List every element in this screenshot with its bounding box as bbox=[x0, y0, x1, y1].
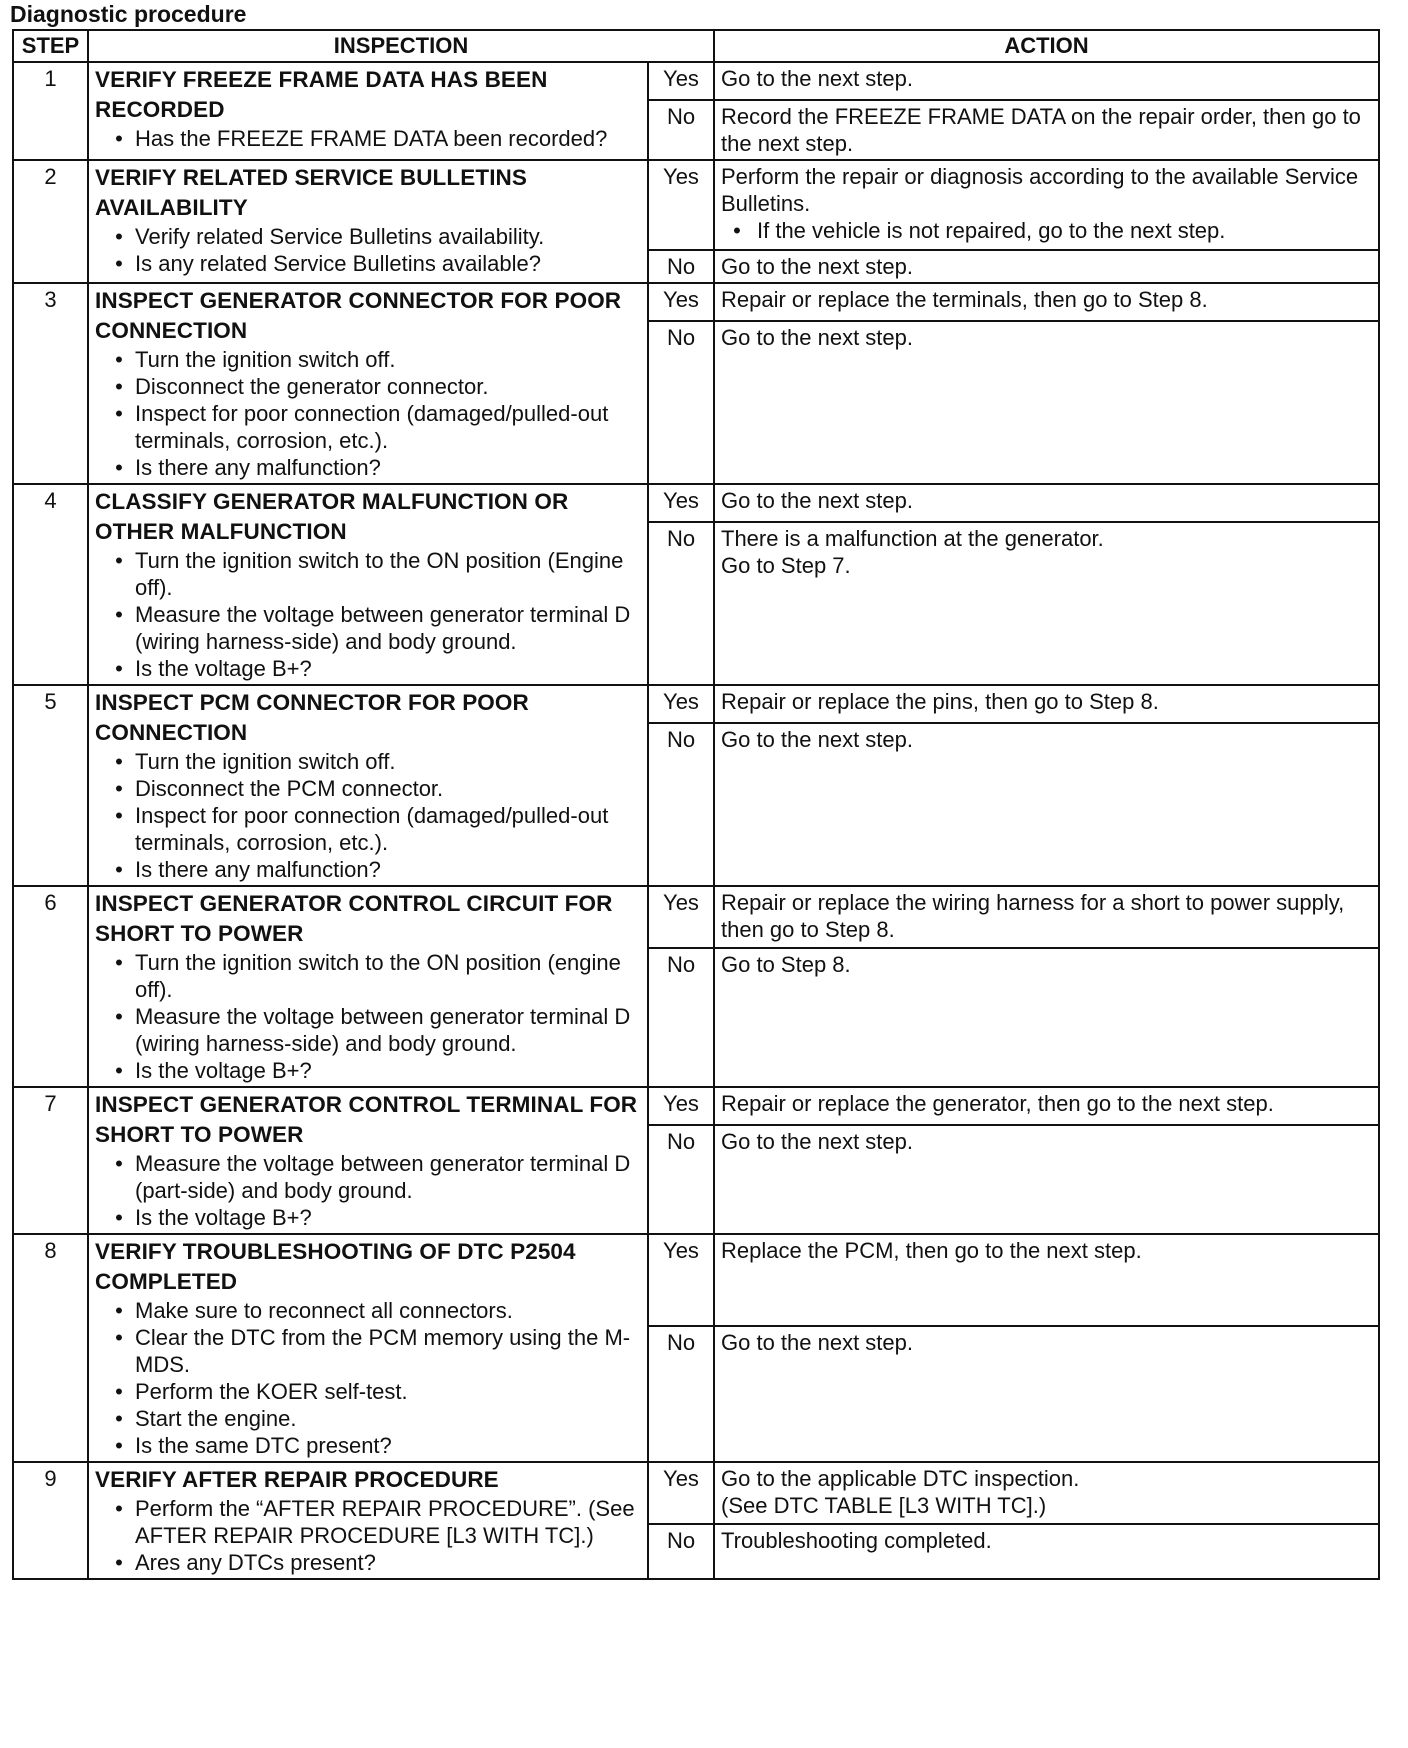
action-yes bbox=[714, 685, 1379, 723]
bullet-icon: • bbox=[115, 1379, 123, 1404]
action-yes bbox=[714, 886, 1379, 948]
bullet-icon: • bbox=[115, 950, 123, 975]
check-item bbox=[109, 1405, 641, 1432]
answer-yes: Yes bbox=[648, 283, 714, 321]
answer-no: No bbox=[648, 250, 714, 283]
action-text: Go to the next step. bbox=[721, 488, 914, 513]
step-number: 7 bbox=[13, 1087, 88, 1234]
check-text: Is the voltage B+? bbox=[135, 656, 312, 681]
inspection-cell bbox=[88, 160, 648, 283]
inspection-title: VERIFY TROUBLESHOOTING OF DTC P2504 COMPLETED bbox=[95, 1239, 576, 1294]
check-text: Is any related Service Bulletins available? bbox=[135, 251, 542, 276]
table-row bbox=[13, 1234, 1379, 1326]
step-number: 5 bbox=[13, 685, 88, 886]
inspection-title: INSPECT PCM CONNECTOR FOR POOR CONNECTION bbox=[95, 690, 529, 745]
inspection-checklist bbox=[95, 1495, 641, 1576]
check-item bbox=[109, 400, 641, 454]
table-row bbox=[13, 685, 1379, 723]
action-text: Go to the applicable DTC inspection. bbox=[721, 1466, 1080, 1491]
answer-yes: Yes bbox=[648, 886, 714, 948]
check-item bbox=[109, 1324, 641, 1378]
answer-yes: Yes bbox=[648, 685, 714, 723]
check-item bbox=[109, 1432, 641, 1459]
action-yes bbox=[714, 62, 1379, 100]
bullet-icon: • bbox=[115, 776, 123, 801]
inspection-cell bbox=[88, 1087, 648, 1234]
check-item bbox=[109, 655, 641, 682]
action-text: Go to the next step. bbox=[721, 66, 914, 91]
action-text: Repair or replace the pins, then go to Step 8. bbox=[721, 689, 1159, 714]
table-row bbox=[13, 160, 1379, 250]
answer-no: No bbox=[648, 321, 714, 484]
answer-yes: Yes bbox=[648, 160, 714, 250]
check-text: Inspect for poor connection (damaged/pulled-out terminals, corrosion, etc.). bbox=[135, 803, 609, 855]
bullet-icon: • bbox=[115, 455, 123, 480]
check-text: Turn the ignition switch to the ON position (Engine off). bbox=[135, 548, 624, 600]
action-no bbox=[714, 522, 1379, 685]
check-item bbox=[109, 1549, 641, 1576]
header-step: STEP bbox=[13, 30, 88, 62]
bullet-icon: • bbox=[115, 1298, 123, 1323]
check-text: Perform the KOER self-test. bbox=[135, 1379, 408, 1404]
inspection-title: VERIFY RELATED SERVICE BULLETINS AVAILABILITY bbox=[95, 165, 528, 220]
step-number: 8 bbox=[13, 1234, 88, 1462]
bullet-icon: • bbox=[115, 1058, 123, 1083]
check-text: Has the FREEZE FRAME DATA been recorded? bbox=[135, 126, 608, 151]
bullet-icon: • bbox=[115, 1004, 123, 1029]
bullet-icon: • bbox=[115, 548, 123, 573]
answer-no: No bbox=[648, 723, 714, 886]
inspection-cell bbox=[88, 1462, 648, 1579]
inspection-checklist bbox=[95, 748, 641, 883]
bullet-icon: • bbox=[115, 224, 123, 249]
answer-no: No bbox=[648, 948, 714, 1087]
action-yes bbox=[714, 1234, 1379, 1326]
action-yes bbox=[714, 1462, 1379, 1524]
check-text: Inspect for poor connection (damaged/pulled-out terminals, corrosion, etc.). bbox=[135, 401, 609, 453]
inspection-cell bbox=[88, 886, 648, 1087]
bullet-icon: • bbox=[115, 1151, 123, 1176]
answer-no: No bbox=[648, 1125, 714, 1234]
answer-yes: Yes bbox=[648, 1087, 714, 1125]
action-text: Go to the next step. bbox=[721, 727, 914, 752]
action-bullet-item bbox=[725, 217, 1372, 244]
table-row bbox=[13, 62, 1379, 100]
table-row bbox=[13, 886, 1379, 948]
inspection-checklist bbox=[95, 346, 641, 481]
bullet-icon: • bbox=[115, 1496, 123, 1521]
check-text: Is there any malfunction? bbox=[135, 455, 381, 480]
check-text: Make sure to reconnect all connectors. bbox=[135, 1298, 513, 1323]
check-text: Is the voltage B+? bbox=[135, 1205, 312, 1230]
check-text: Ares any DTCs present? bbox=[135, 1550, 376, 1575]
table-header-row bbox=[13, 30, 1379, 62]
inspection-cell bbox=[88, 484, 648, 685]
bullet-icon: • bbox=[115, 656, 123, 681]
bullet-icon: • bbox=[115, 857, 123, 882]
check-item bbox=[109, 454, 641, 481]
bullet-icon: • bbox=[115, 1406, 123, 1431]
check-text: Turn the ignition switch off. bbox=[135, 347, 396, 372]
action-text: Go to the next step. bbox=[721, 1330, 914, 1355]
action-text: Go to Step 8. bbox=[721, 952, 851, 977]
inspection-cell bbox=[88, 283, 648, 484]
inspection-title: VERIFY AFTER REPAIR PROCEDURE bbox=[95, 1467, 499, 1492]
action-no bbox=[714, 250, 1379, 283]
bullet-icon: • bbox=[115, 1550, 123, 1575]
check-text: Disconnect the PCM connector. bbox=[135, 776, 444, 801]
inspection-checklist bbox=[95, 1297, 641, 1459]
action-no bbox=[714, 321, 1379, 484]
action-no bbox=[714, 1125, 1379, 1234]
bullet-icon: • bbox=[733, 218, 741, 243]
check-item bbox=[109, 1003, 641, 1057]
inspection-checklist bbox=[95, 223, 641, 277]
action-bullet-text: If the vehicle is not repaired, go to the next step. bbox=[757, 218, 1226, 243]
action-text: (See DTC TABLE [L3 WITH TC].) bbox=[721, 1493, 1047, 1518]
inspection-cell bbox=[88, 1234, 648, 1462]
step-number: 2 bbox=[13, 160, 88, 283]
bullet-icon: • bbox=[115, 1433, 123, 1458]
step-number: 4 bbox=[13, 484, 88, 685]
inspection-checklist bbox=[95, 547, 641, 682]
inspection-cell bbox=[88, 685, 648, 886]
header-action: ACTION bbox=[714, 30, 1379, 62]
bullet-icon: • bbox=[115, 1325, 123, 1350]
check-text: Turn the ignition switch to the ON position (engine off). bbox=[135, 950, 621, 1002]
action-no bbox=[714, 723, 1379, 886]
action-text: Repair or replace the terminals, then go to Step 8. bbox=[721, 287, 1208, 312]
action-text: Go to the next step. bbox=[721, 254, 914, 279]
step-number: 3 bbox=[13, 283, 88, 484]
action-no bbox=[714, 100, 1379, 160]
action-text: Repair or replace the wiring harness for a short to power supply, then go to Step 8. bbox=[721, 890, 1345, 942]
check-text: Is the voltage B+? bbox=[135, 1058, 312, 1083]
step-number: 6 bbox=[13, 886, 88, 1087]
bullet-icon: • bbox=[115, 347, 123, 372]
table-row bbox=[13, 1462, 1379, 1524]
check-text: Disconnect the generator connector. bbox=[135, 374, 489, 399]
check-item bbox=[109, 346, 641, 373]
action-no bbox=[714, 1326, 1379, 1462]
action-text: Replace the PCM, then go to the next step. bbox=[721, 1238, 1142, 1263]
check-text: Measure the voltage between generator terminal D (wiring harness-side) and body ground. bbox=[135, 602, 631, 654]
action-no bbox=[714, 1524, 1379, 1579]
page-title: Diagnostic procedure bbox=[10, 1, 247, 27]
step-number: 9 bbox=[13, 1462, 88, 1579]
check-item bbox=[109, 1378, 641, 1405]
check-text: Turn the ignition switch off. bbox=[135, 749, 396, 774]
bullet-icon: • bbox=[115, 803, 123, 828]
check-item bbox=[109, 601, 641, 655]
check-item bbox=[109, 856, 641, 883]
bullet-icon: • bbox=[115, 401, 123, 426]
inspection-title: INSPECT GENERATOR CONNECTOR FOR POOR CONNECTION bbox=[95, 288, 622, 343]
header-inspection: INSPECTION bbox=[88, 30, 714, 62]
bullet-icon: • bbox=[115, 251, 123, 276]
bullet-icon: • bbox=[115, 1205, 123, 1230]
inspection-title: INSPECT GENERATOR CONTROL CIRCUIT FOR SHORT TO POWER bbox=[95, 891, 613, 946]
check-item bbox=[109, 125, 641, 152]
action-yes bbox=[714, 283, 1379, 321]
answer-yes: Yes bbox=[648, 1462, 714, 1524]
bullet-icon: • bbox=[115, 602, 123, 627]
check-item bbox=[109, 1150, 641, 1204]
action-text: Troubleshooting completed. bbox=[721, 1528, 992, 1553]
check-text: Measure the voltage between generator terminal D (wiring harness-side) and body ground. bbox=[135, 1004, 631, 1056]
action-text: There is a malfunction at the generator. bbox=[721, 526, 1104, 551]
table-body bbox=[13, 62, 1379, 1579]
action-yes bbox=[714, 160, 1379, 250]
action-text: Go to Step 7. bbox=[721, 553, 851, 578]
table-row bbox=[13, 484, 1379, 522]
inspection-checklist bbox=[95, 125, 641, 152]
check-item bbox=[109, 748, 641, 775]
check-item bbox=[109, 1057, 641, 1084]
check-text: Is the same DTC present? bbox=[135, 1433, 392, 1458]
answer-yes: Yes bbox=[648, 1234, 714, 1326]
check-text: Measure the voltage between generator terminal D (part-side) and body ground. bbox=[135, 1151, 631, 1203]
answer-no: No bbox=[648, 522, 714, 685]
inspection-title: CLASSIFY GENERATOR MALFUNCTION OR OTHER MALFUNCTION bbox=[95, 489, 569, 544]
diagnostic-procedure-table bbox=[12, 29, 1380, 1580]
check-item bbox=[109, 949, 641, 1003]
check-text: Is there any malfunction? bbox=[135, 857, 381, 882]
action-text: Perform the repair or diagnosis according to the available Service Bulletins. bbox=[721, 164, 1359, 216]
inspection-title: INSPECT GENERATOR CONTROL TERMINAL FOR SHORT TO POWER bbox=[95, 1092, 638, 1147]
action-text: Record the FREEZE FRAME DATA on the repair order, then go to the next step. bbox=[721, 104, 1361, 156]
check-text: Verify related Service Bulletins availability. bbox=[135, 224, 545, 249]
check-text: Start the engine. bbox=[135, 1406, 297, 1431]
inspection-checklist bbox=[95, 949, 641, 1084]
check-item bbox=[109, 1204, 641, 1231]
check-item bbox=[109, 373, 641, 400]
check-text: Perform the “AFTER REPAIR PROCEDURE”. (See AFTER REPAIR PROCEDURE [L3 WITH TC].) bbox=[135, 1496, 635, 1548]
bullet-icon: • bbox=[115, 374, 123, 399]
check-item bbox=[109, 547, 641, 601]
inspection-title: VERIFY FREEZE FRAME DATA HAS BEEN RECORDED bbox=[95, 67, 548, 122]
action-text: Go to the next step. bbox=[721, 325, 914, 350]
table-row bbox=[13, 1087, 1379, 1125]
bullet-icon: • bbox=[115, 126, 123, 151]
check-item bbox=[109, 802, 641, 856]
action-yes bbox=[714, 1087, 1379, 1125]
table-row bbox=[13, 283, 1379, 321]
answer-no: No bbox=[648, 1326, 714, 1462]
action-no bbox=[714, 948, 1379, 1087]
check-item bbox=[109, 1495, 641, 1549]
answer-no: No bbox=[648, 100, 714, 160]
check-item bbox=[109, 1297, 641, 1324]
check-item bbox=[109, 250, 641, 277]
action-text: Go to the next step. bbox=[721, 1129, 914, 1154]
answer-no: No bbox=[648, 1524, 714, 1579]
bullet-icon: • bbox=[115, 749, 123, 774]
check-text: Clear the DTC from the PCM memory using the M-MDS. bbox=[135, 1325, 631, 1377]
answer-yes: Yes bbox=[648, 62, 714, 100]
check-item bbox=[109, 223, 641, 250]
inspection-cell bbox=[88, 62, 648, 160]
inspection-checklist bbox=[95, 1150, 641, 1231]
check-item bbox=[109, 775, 641, 802]
answer-yes: Yes bbox=[648, 484, 714, 522]
action-text: Repair or replace the generator, then go to the next step. bbox=[721, 1091, 1274, 1116]
step-number: 1 bbox=[13, 62, 88, 160]
action-yes bbox=[714, 484, 1379, 522]
